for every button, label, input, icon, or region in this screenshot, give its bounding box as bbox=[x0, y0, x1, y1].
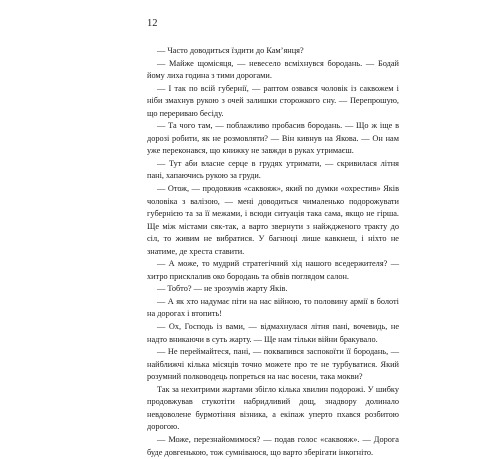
paragraph: — Та чого там, — поблажливо пробасив бородань. — Що ж іще в дорозі робити, як не розмовляти? — Він кивнув на Якова. — Он нам уже переконався, що книжку не завжди в руках утримаєш. bbox=[147, 121, 399, 156]
page-number: 12 bbox=[147, 18, 158, 29]
paragraph: Так за нехитрими жартами збігло кілька хвилин подорожі. У шибку продовжував стукотіти набридливий дощ, знадвору долинало невдоволене бурмотіння візника, а екіпаж уперто пхався розбитою дорогою. bbox=[147, 384, 399, 432]
paragraph: — І так по всій губернії, — раптом озвався чоловік із саквожем і ніби змахнув рукою з очей залишки сторожкого сну. — Перепрошую, що перериваю бесіду. bbox=[147, 83, 399, 118]
paragraph: — А може, то мудрий стратегічний хід нашого вседержителя? — хитро присклалив око бородань та обвів поглядом салон. bbox=[147, 259, 399, 281]
paragraph: — Може, перезнайомимося? — подав голос «саквояж». — Дорога буде довгенькою, тож сумніваюся, що варто зберігати інкогніто. bbox=[147, 434, 399, 457]
body-text bbox=[147, 45, 399, 459]
paragraph: — Отож, — продовжив «саквояж», який по думки «охрестив» Яків чоловіка з валізою, — мені доводиться чималенько подорожувати губернією та за її межами, і всюди ситуація така сама, якщо не гірша. Ще між містами сяк-так, а варто звернути з найждженого тракту до сіл, то живим не вибратися. У багнюці лише кавкнеш, і ніхто не знатиме, де хреста ставити. bbox=[147, 184, 399, 256]
paragraph: — Ох, Господь із вами, — відмахнулася літня пані, вочевидь, не надто вникаючи в суть жарту. — Ще нам тільки війни бракувало. bbox=[147, 322, 399, 344]
paragraph: — Не переймайтеся, пані, — поквапився заспокоїти її бородань, — найближчі кілька місяців точно можете про те не турбуватися. Який розумний полководець попреться на нас восени, така мокви? bbox=[147, 347, 399, 382]
paragraph: — Часто доводиться їздити до Кам’янця? bbox=[157, 46, 304, 55]
paragraph: — А як хто надумає піти на нас війною, то половину армії в болоті на дорогах і втопить! bbox=[147, 296, 399, 319]
paragraph: — Майже щомісяця, — невесело всміхнувся бородань. — Бодай йому лиха година з тими дорогами. bbox=[147, 58, 399, 81]
paragraph: — Тут аби власне серце в грудях утримати, — скривилася літня пані, хапаючись рукою за груди. bbox=[147, 158, 399, 181]
paragraph: — Тобто? — не зрозумів жарту Яків. bbox=[157, 284, 288, 294]
